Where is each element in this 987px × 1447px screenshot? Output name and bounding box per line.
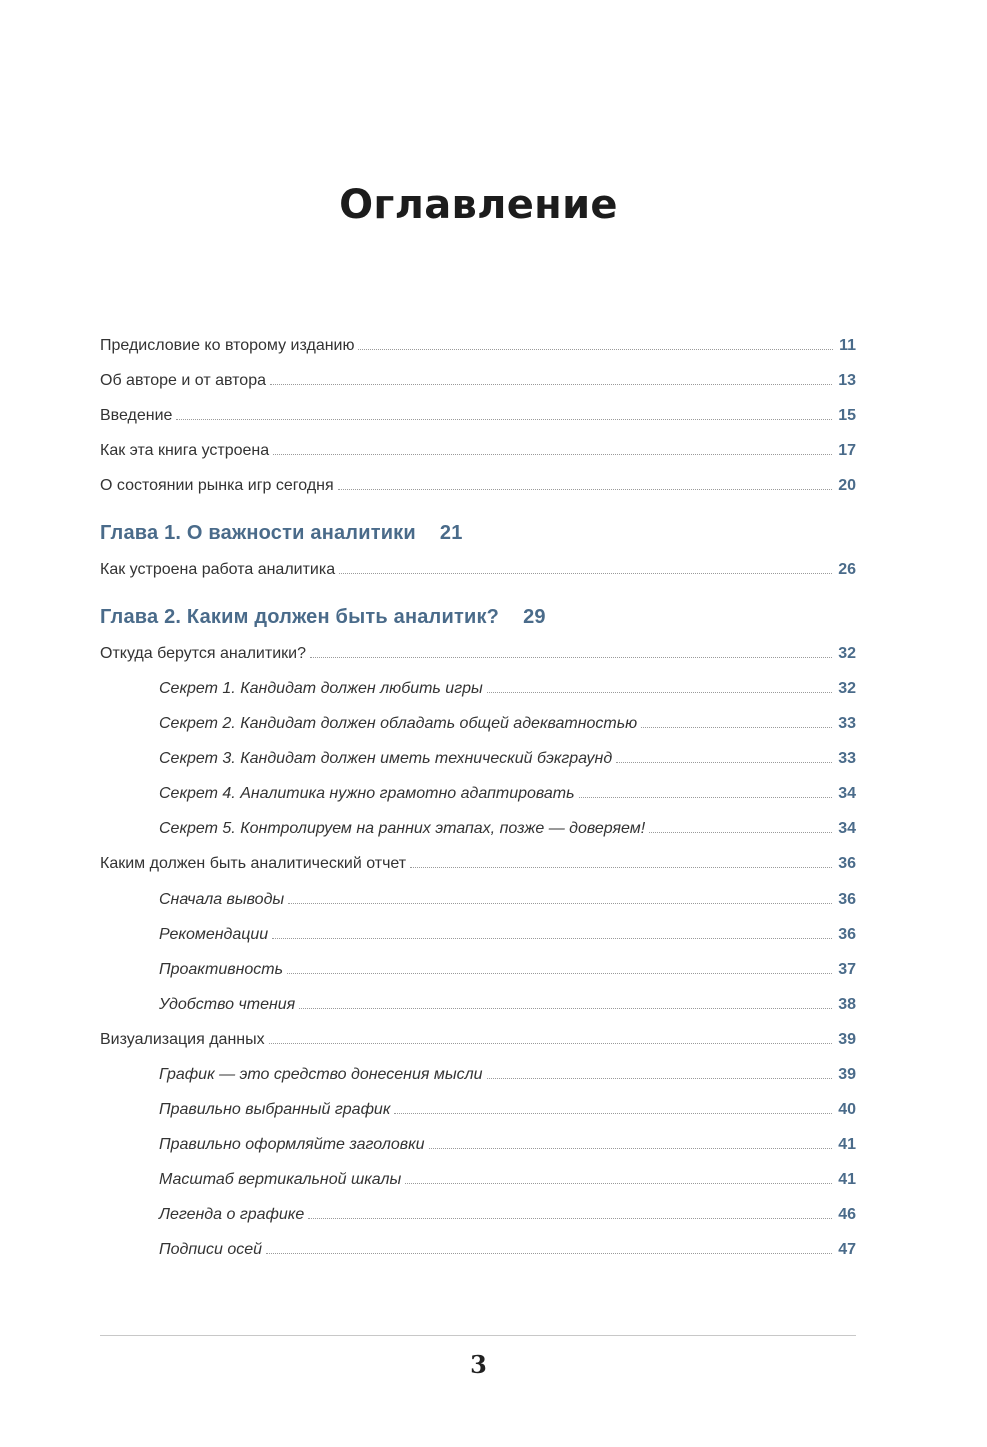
toc-entry-text: Каким должен быть аналитический отчет [100,855,407,872]
toc-entry-about-author[interactable] [100,369,856,393]
toc-entry-page: 26 [838,561,856,578]
toc-subentry-secret-2[interactable] [159,712,856,736]
toc-entry-page: 46 [838,1206,856,1223]
toc-entry-text: Визуализация данных [100,1031,265,1048]
toc-subentry-chart-means[interactable] [159,1063,856,1087]
toc-subentry-proactivity[interactable] [159,958,856,982]
toc-subentry-right-chart[interactable] [159,1098,856,1122]
dot-leader [579,796,833,798]
toc-entry-text: Правильно выбранный график [159,1101,391,1118]
toc-entry-page: 32 [838,680,856,697]
toc-entry-page: 15 [838,407,856,424]
toc-entry-analyst-work[interactable] [100,558,856,582]
dot-leader [176,418,832,420]
toc-entry-page: 41 [838,1171,856,1188]
toc-subentry-headings[interactable] [159,1133,856,1157]
page-title: Оглавление [339,182,618,228]
toc-subentry-vertical-scale[interactable] [159,1168,856,1192]
toc-entry-page: 41 [838,1136,856,1153]
toc-entry-text: Удобство чтения [159,996,296,1013]
footer-divider [100,1335,856,1336]
toc-entry-page: 20 [838,477,856,494]
toc-entry-page: 36 [838,891,856,908]
dot-leader [299,1007,832,1009]
dot-leader [649,831,832,833]
toc-entry-text: Легенда о графике [159,1206,305,1223]
toc-entry-text: Секрет 2. Кандидат должен обладать общей адекватностью [159,715,638,732]
toc-entry-text: Предисловие ко второму изданию [100,337,355,354]
page-number: 3 [470,1350,487,1379]
dot-leader [641,726,832,728]
toc-entry-page: 13 [838,372,856,389]
dot-leader [288,902,832,904]
toc-subentry-axis-labels[interactable] [159,1238,856,1262]
toc-subentry-secret-4[interactable] [159,782,856,806]
toc-entry-page: 36 [838,855,856,872]
toc-entry-page: 11 [839,337,856,354]
toc-entry-preface[interactable] [100,334,856,358]
chapter-title: Глава 1. О важности аналитики [100,522,416,544]
toc-entry-text: Секрет 1. Кандидат должен любить игры [159,680,483,697]
dot-leader [308,1217,832,1219]
toc-entry-page: 40 [838,1101,856,1118]
toc-entry-text: Секрет 5. Контролируем на ранних этапах, позже — доверяем! [159,820,646,837]
toc-subentry-legend[interactable] [159,1203,856,1227]
toc-entry-text: Как эта книга устроена [100,442,270,459]
dot-leader [287,972,832,974]
toc-entry-page: 47 [838,1241,856,1258]
dot-leader [487,1077,833,1079]
toc-subentry-secret-3[interactable] [159,747,856,771]
chapter-page: 21 [439,522,463,544]
toc-entry-page: 32 [838,645,856,662]
chapter-title: Глава 2. Каким должен быть аналитик? [100,606,500,628]
toc-entry-text: Проактивность [159,961,284,978]
toc-entry-text: График — это средство донесения мысли [159,1066,483,1083]
toc-entry-page: 34 [838,820,856,837]
toc-entry-analytic-report[interactable] [100,852,856,876]
toc-entry-text: Как устроена работа аналитика [100,561,336,578]
dot-leader [487,691,832,693]
toc-entry-page: 17 [838,442,856,459]
toc-subentry-readability[interactable] [159,993,856,1017]
toc-entry-page: 33 [838,750,856,767]
dot-leader [269,1042,833,1044]
toc-entry-text: Сначала выводы [159,891,285,908]
dot-leader [429,1147,833,1149]
toc-entry-introduction[interactable] [100,404,856,428]
dot-leader [310,656,832,658]
dot-leader [394,1112,832,1114]
toc-entry-text: Введение [100,407,173,424]
toc-entry-where-analysts-come[interactable] [100,642,856,666]
toc-entry-page: 34 [838,785,856,802]
dot-leader [270,383,832,385]
toc-entry-text: Рекомендации [159,926,269,943]
toc-entry-text: О состоянии рынка игр сегодня [100,477,334,494]
toc-entry-text: Об авторе и от автора [100,372,266,389]
toc-entry-book-structure[interactable] [100,439,856,463]
toc-entry-text: Откуда берутся аналитики? [100,645,306,662]
toc-entry-page: 39 [838,1031,856,1048]
table-of-contents [100,0,856,1300]
toc-subentry-recommendations[interactable] [159,923,856,947]
toc-entry-text: Секрет 3. Кандидат должен иметь технический бэкграунд [159,750,613,767]
toc-entry-data-visualization[interactable] [100,1028,856,1052]
dot-leader [339,572,832,574]
toc-entry-text: Подписи осей [159,1241,263,1258]
dot-leader [266,1252,832,1254]
chapter-heading-2[interactable] [100,602,546,632]
toc-entry-page: 33 [838,715,856,732]
dot-leader [405,1182,832,1184]
chapter-page: 29 [523,606,546,628]
dot-leader [358,348,833,350]
toc-entry-page: 37 [838,961,856,978]
toc-subentry-secret-5[interactable] [159,817,856,841]
dot-leader [616,761,832,763]
dot-leader [338,488,833,490]
toc-entry-page: 36 [838,926,856,943]
toc-entry-page: 38 [838,996,856,1013]
toc-subentry-conclusions-first[interactable] [159,888,856,912]
dot-leader [273,453,832,455]
toc-entry-text: Правильно оформляйте заголовки [159,1136,425,1153]
toc-subentry-secret-1[interactable] [159,677,856,701]
toc-entry-text: Масштаб вертикальной шкалы [159,1171,402,1188]
toc-entry-text: Секрет 4. Аналитика нужно грамотно адаптировать [159,785,575,802]
toc-entry-page: 39 [838,1066,856,1083]
toc-entry-market-state[interactable] [100,474,856,498]
dot-leader [410,866,832,868]
dot-leader [272,937,832,939]
chapter-heading-1[interactable] [100,518,463,548]
